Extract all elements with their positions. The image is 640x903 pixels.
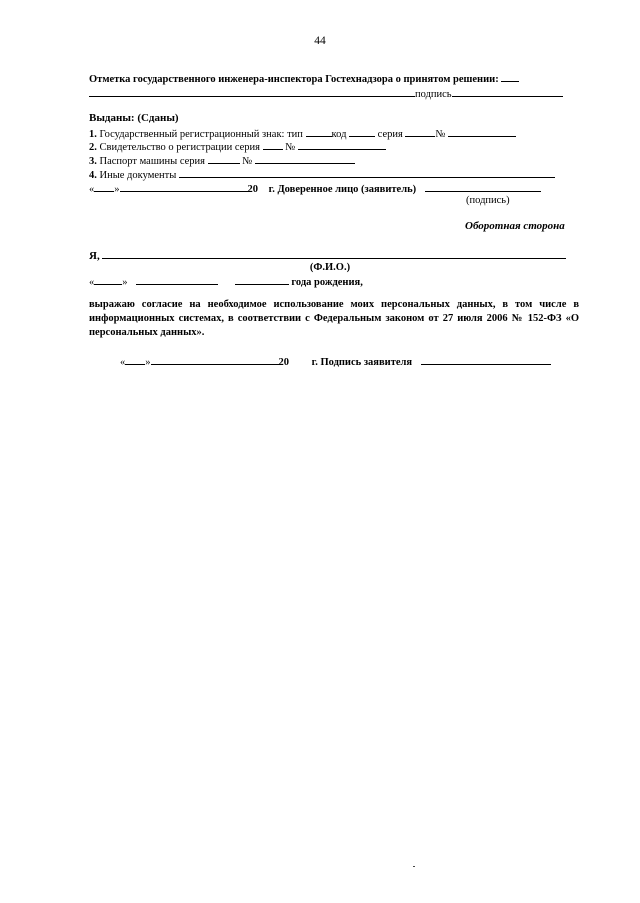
item-text: Государственный регистрационный знак: тип — [99, 129, 303, 140]
proxy-label: г. Доверенное лицо (заявитель) — [268, 184, 417, 195]
decision-mark-line — [89, 71, 519, 86]
series-blank — [263, 139, 283, 150]
item-number: 3. — [89, 156, 97, 167]
birth-year-label: года рождения, — [291, 277, 363, 288]
fio-caption: (Ф.И.О.) — [309, 262, 351, 273]
decision-signature-blank — [452, 86, 563, 97]
consent-signature-row — [120, 354, 551, 369]
series-blank — [208, 153, 240, 164]
date-close-quote: » — [122, 277, 128, 288]
month-blank — [136, 274, 218, 285]
applicant-signature-label: г. Подпись заявителя — [311, 357, 413, 368]
decision-mark-blank — [501, 71, 519, 82]
no-blank — [255, 153, 355, 164]
item-text: Паспорт машины серия — [99, 156, 205, 167]
item-text: Свидетельство о регистрации серия — [99, 142, 260, 153]
day-blank — [94, 181, 114, 192]
decision-signature-label: подпись — [415, 89, 452, 100]
issued-item-3 — [89, 153, 355, 168]
item-text: Иные документы — [99, 170, 177, 181]
no-label: № — [242, 156, 253, 167]
ya-label: Я, — [89, 250, 100, 262]
birth-year-blank — [235, 274, 289, 285]
proxy-signature-blank — [425, 181, 541, 192]
year-prefix: 20 — [247, 184, 258, 195]
page-number: 44 — [314, 35, 326, 47]
item-number: 1. — [89, 129, 97, 140]
issued-title: Выданы: (Сданы) — [89, 112, 179, 124]
reverse-side-label: Оборотная сторона — [465, 220, 565, 232]
series-blank — [405, 126, 435, 137]
decision-mark-text: Отметка государственного инженера-инспектора Гостехнадзора о принятом решении: — [89, 74, 499, 85]
date-open-quote: « — [120, 357, 126, 368]
series-label: серия — [377, 129, 403, 140]
date-open-quote: « — [89, 184, 95, 195]
item-number: 2. — [89, 142, 97, 153]
decision-mark-signature-row — [89, 86, 563, 101]
decision-mark-line-blank — [89, 86, 415, 97]
applicant-signature-blank — [421, 354, 551, 365]
scan-speck — [413, 866, 415, 867]
code-blank — [349, 126, 375, 137]
day-blank — [94, 274, 122, 285]
fio-blank — [102, 248, 566, 259]
year-prefix: 20 — [278, 357, 289, 368]
no-label: № — [435, 129, 446, 140]
date-open-quote: « — [89, 277, 95, 288]
date-close-quote: » — [145, 357, 151, 368]
month-blank — [151, 354, 279, 365]
consent-paragraph: выражаю согласие на необходимое использование моих персональных данных, в том числе в информационных системах, в соответствии с Федеральным законом от 27 июля 2006 № 152-ФЗ «О персональных данных». — [89, 299, 579, 338]
day-blank — [125, 354, 145, 365]
date-close-quote: » — [114, 184, 120, 195]
month-blank — [120, 181, 248, 192]
signature-caption: (подпись) — [466, 195, 510, 206]
issued-item-4 — [89, 167, 555, 182]
item-number: 4. — [89, 170, 97, 181]
consent-birth-row — [89, 274, 363, 289]
code-label: код — [331, 129, 347, 140]
issued-item-2 — [89, 139, 386, 154]
no-blank — [298, 139, 386, 150]
type-blank — [306, 126, 332, 137]
other-docs-blank — [179, 167, 555, 178]
no-blank — [448, 126, 516, 137]
no-label: № — [285, 142, 296, 153]
